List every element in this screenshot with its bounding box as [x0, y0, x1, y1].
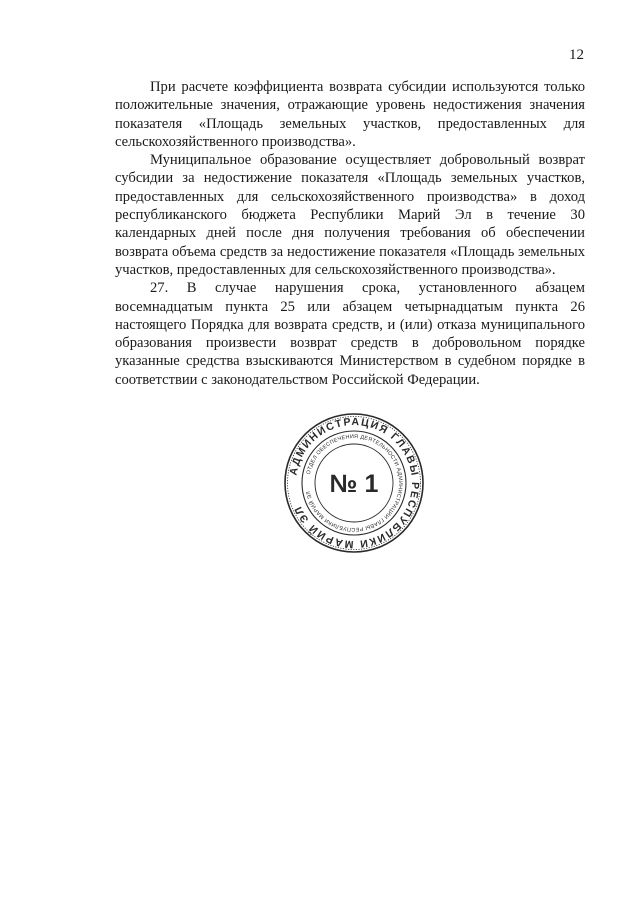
paragraph-voluntary-return: Муниципальное образование осуществляет добровольный возврат субсидии за недостижение показателя «Площадь земельных участков, предоставленных для сельскохозяйственного производства» в доход республиканского бюджета Республики Марий Эл в течение 30 календарных дней после дня получения требования об обеспечении возврата объема средств за недостижение показателя «Площадь земельных участков, предоставленных для сельскохозяйственного производства». [115, 152, 585, 278]
page-number: 12 [569, 47, 584, 63]
paragraph-coefficient: При расчете коэффициента возврата субсидии используются только положительные значения, отражающие уровень недостижения значения показателя «Площадь земельных участков, предоставленных для сельскохозяйственного производства». [115, 79, 585, 150]
stamp-inner-text: ОТДЕЛ ОБЕСПЕЧЕНИЯ ДЕЯТЕЛЬНОСТИ АДМИНИСТРАЦИИ ГЛАВЫ РЕСПУБЛИКИ МАРИЙ ЭЛ [305, 433, 404, 533]
official-stamp [283, 412, 425, 554]
stamp-outer-text: АДМИНИСТРАЦИЯ ГЛАВЫ РЕСПУБЛИКИ МАРИЙ ЭЛ [287, 415, 422, 551]
paragraph-27-violation: 27. В случае нарушения срока, установленного абзацем восемнадцатым пункта 25 или абзацем четырнадцатым пункта 26 настоящего Порядка для возврата средств, и (или) отказа муниципального образования произвести возврат средств в добровольном порядке указанные средства взыскиваются Министерством в судебном порядке в соответствии с законодательством Российской Федерации. [115, 280, 585, 388]
stamp-number: № 1 [329, 470, 379, 498]
stamp-graphic [283, 412, 425, 554]
document-body [115, 78, 585, 389]
